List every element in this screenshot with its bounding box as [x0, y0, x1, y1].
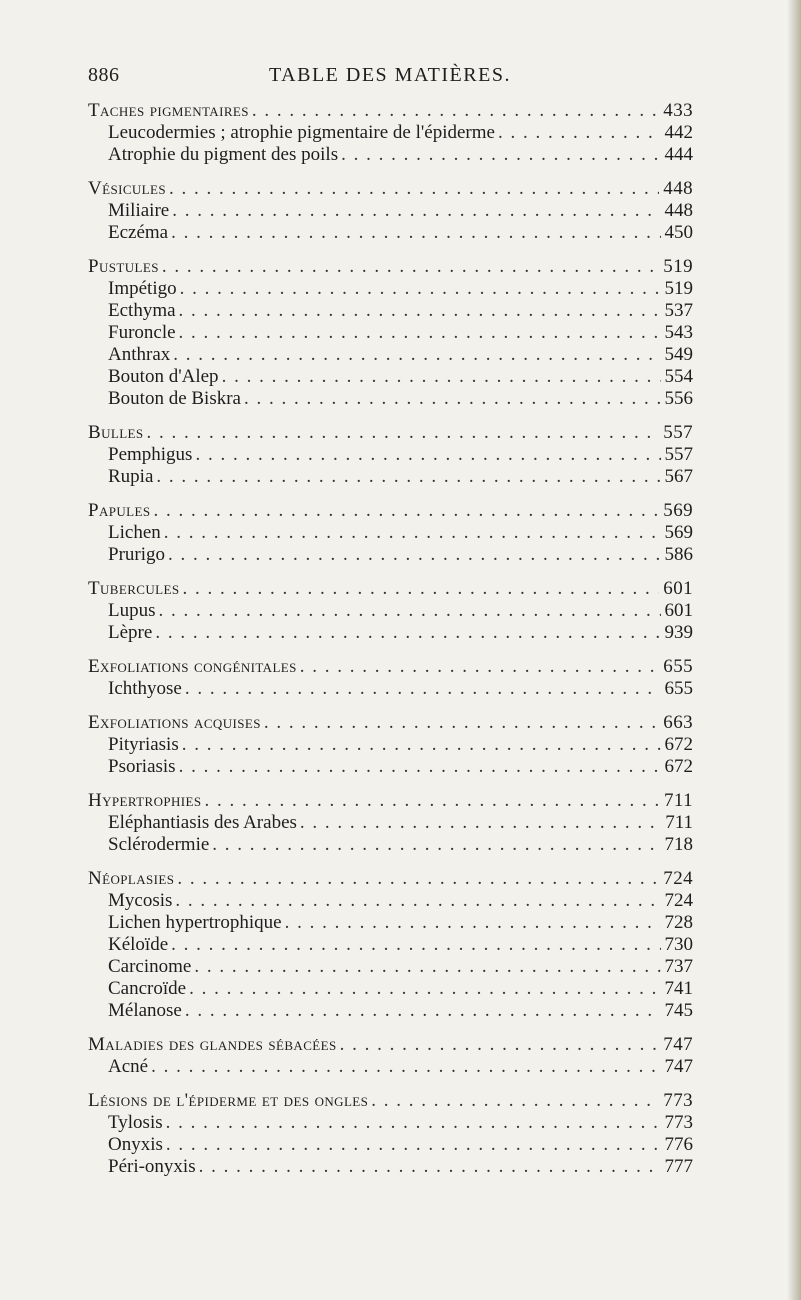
dot-leader — [179, 756, 661, 778]
entry-page: 730 — [664, 934, 693, 955]
section-page: 519 — [663, 256, 693, 277]
toc-entry — [88, 388, 693, 410]
entry-page: 543 — [664, 322, 693, 343]
section-page: 433 — [663, 100, 693, 121]
entry-label: Impétigo — [108, 278, 177, 299]
toc-entry — [88, 756, 693, 778]
toc-section-heading — [88, 578, 693, 600]
entry-label: Lèpre — [108, 622, 153, 643]
entry-label: Lichen hypertrophique — [108, 912, 282, 933]
toc-entry — [88, 444, 693, 466]
dot-leader — [212, 834, 660, 856]
toc-entry — [88, 1156, 693, 1178]
entry-page: 737 — [664, 956, 693, 977]
toc-entry — [88, 322, 693, 344]
dot-leader — [166, 1112, 661, 1134]
section-title: Maladies des glandes sébacées — [88, 1034, 337, 1055]
entry-page: 939 — [664, 622, 693, 643]
section-page: 773 — [663, 1090, 693, 1111]
dot-leader — [159, 600, 661, 622]
dot-leader — [177, 868, 659, 890]
entry-label: Psoriasis — [108, 756, 176, 777]
toc-entry — [88, 956, 693, 978]
entry-page: 711 — [665, 812, 693, 833]
toc-entry — [88, 934, 693, 956]
toc-entry — [88, 366, 693, 388]
dot-leader — [185, 678, 661, 700]
toc-section — [88, 500, 693, 566]
entry-label: Onyxis — [108, 1134, 163, 1155]
entry-label: Prurigo — [108, 544, 165, 565]
entry-label: Eléphantiasis des Arabes — [108, 812, 297, 833]
section-title: Taches pigmentaires — [88, 100, 249, 121]
entry-page: 448 — [664, 200, 693, 221]
toc-section-heading — [88, 712, 693, 734]
section-title: Bulles — [88, 422, 144, 443]
toc-section-heading — [88, 1034, 693, 1056]
toc-entry — [88, 834, 693, 856]
running-title: TABLE DES MATIÈRES. — [269, 64, 511, 86]
entry-page: 655 — [664, 678, 693, 699]
toc-entry — [88, 912, 693, 934]
entry-page: 745 — [664, 1000, 693, 1021]
toc-entry — [88, 522, 693, 544]
entry-label: Lupus — [108, 600, 156, 621]
dot-leader — [300, 656, 660, 678]
section-title: Exfoliations congénitales — [88, 656, 297, 677]
dot-leader — [244, 388, 661, 410]
entry-label: Lichen — [108, 522, 161, 543]
toc-section-heading — [88, 1090, 693, 1112]
dot-leader — [498, 122, 661, 144]
dot-leader — [169, 178, 659, 200]
toc-entry — [88, 812, 693, 834]
dot-leader — [195, 444, 660, 466]
toc-entry — [88, 978, 693, 1000]
toc-section — [88, 712, 693, 778]
entry-label: Atrophie du pigment des poils — [108, 144, 339, 165]
dot-leader — [185, 1000, 661, 1022]
toc-section-heading — [88, 422, 693, 444]
dot-leader — [171, 222, 660, 244]
dot-leader — [189, 978, 660, 1000]
dot-leader — [252, 100, 659, 122]
entry-label: Furoncle — [108, 322, 176, 343]
dot-leader — [179, 322, 661, 344]
section-page: 448 — [663, 178, 693, 199]
toc-entry — [88, 300, 693, 322]
entry-label: Eczéma — [108, 222, 169, 243]
entry-page: 567 — [664, 466, 693, 487]
entry-label: Mycosis — [108, 890, 173, 911]
section-page: 557 — [663, 422, 693, 443]
toc-section — [88, 656, 693, 700]
toc-entry — [88, 122, 693, 144]
entry-label: Kéloïde — [108, 934, 169, 955]
toc-entry — [88, 734, 693, 756]
dot-leader — [371, 1090, 659, 1112]
page-header — [88, 64, 692, 90]
section-page: 601 — [663, 578, 693, 599]
section-title: Tubercules — [88, 578, 180, 599]
entry-label: Pemphigus — [108, 444, 193, 465]
toc-entry — [88, 466, 693, 488]
entry-page: 672 — [664, 756, 693, 777]
entry-label: Péri-onyxis — [108, 1156, 196, 1177]
dot-leader — [172, 200, 660, 222]
entry-label: Anthrax — [108, 344, 171, 365]
entry-page: 537 — [664, 300, 693, 321]
entry-page: 556 — [664, 388, 693, 409]
dot-leader — [179, 300, 661, 322]
toc-entry — [88, 1134, 693, 1156]
toc-entry — [88, 222, 693, 244]
dot-leader — [199, 1156, 661, 1178]
toc-section-heading — [88, 790, 693, 812]
entry-page: 747 — [664, 1056, 693, 1077]
toc-section-heading — [88, 656, 693, 678]
section-title: Vésicules — [88, 178, 166, 199]
section-title: Hypertrophies — [88, 790, 202, 811]
section-page: 711 — [664, 790, 693, 811]
dot-leader — [264, 712, 659, 734]
section-title: Exfoliations acquises — [88, 712, 261, 733]
toc-section-heading — [88, 178, 693, 200]
toc-entry — [88, 1056, 693, 1078]
dot-leader — [154, 500, 660, 522]
toc-section-heading — [88, 868, 693, 890]
entry-page: 741 — [664, 978, 693, 999]
entry-label: Rupia — [108, 466, 154, 487]
entry-label: Tylosis — [108, 1112, 163, 1133]
section-page: 569 — [663, 500, 693, 521]
dot-leader — [173, 344, 660, 366]
section-page: 724 — [663, 868, 693, 889]
entry-page: 557 — [664, 444, 693, 465]
entry-label: Bouton d'Alep — [108, 366, 219, 387]
entry-page: 442 — [664, 122, 693, 143]
toc-section — [88, 256, 693, 410]
toc-entry — [88, 144, 693, 166]
toc-entry — [88, 890, 693, 912]
dot-leader — [166, 1134, 661, 1156]
entry-label: Pityriasis — [108, 734, 179, 755]
entry-page: 724 — [664, 890, 693, 911]
entry-label: Bouton de Biskra — [108, 388, 241, 409]
entry-label: Sclérodermie — [108, 834, 210, 855]
toc-section-heading — [88, 256, 693, 278]
entry-page: 444 — [664, 144, 693, 165]
entry-page: 586 — [664, 544, 693, 565]
entry-label: Carcinome — [108, 956, 192, 977]
page-edge — [787, 0, 801, 1300]
toc-entry — [88, 622, 693, 644]
toc-section-heading — [88, 500, 693, 522]
dot-leader — [340, 1034, 660, 1056]
dot-leader — [155, 622, 660, 644]
entry-label: Miliaire — [108, 200, 170, 221]
toc-section — [88, 578, 693, 644]
dot-leader — [180, 278, 661, 300]
entry-page: 549 — [664, 344, 693, 365]
entry-page: 718 — [664, 834, 693, 855]
section-page: 747 — [663, 1034, 693, 1055]
dot-leader — [194, 956, 660, 978]
toc-entry — [88, 1000, 693, 1022]
dot-leader — [151, 1056, 660, 1078]
entry-page: 773 — [664, 1112, 693, 1133]
toc-section — [88, 1034, 693, 1078]
toc-section — [88, 100, 693, 166]
entry-page: 776 — [664, 1134, 693, 1155]
toc-section — [88, 868, 693, 1022]
dot-leader — [341, 144, 660, 166]
toc-entry — [88, 200, 693, 222]
section-title: Pustules — [88, 256, 159, 277]
section-title: Néoplasies — [88, 868, 175, 889]
entry-page: 777 — [664, 1156, 693, 1177]
dot-leader — [182, 578, 659, 600]
entry-page: 728 — [664, 912, 693, 933]
entry-label: Ichthyose — [108, 678, 182, 699]
dot-leader — [182, 734, 661, 756]
section-title: Lésions de l'épiderme et des ongles — [88, 1090, 369, 1111]
section-page: 655 — [663, 656, 693, 677]
entry-page: 601 — [664, 600, 693, 621]
dot-leader — [222, 366, 661, 388]
page-number: 886 — [88, 64, 120, 86]
section-page: 663 — [663, 712, 693, 733]
toc-entry — [88, 1112, 693, 1134]
entry-label: Mélanose — [108, 1000, 182, 1021]
entry-page: 554 — [664, 366, 693, 387]
dot-leader — [162, 256, 659, 278]
dot-leader — [171, 934, 660, 956]
entry-page: 569 — [664, 522, 693, 543]
toc-entry — [88, 544, 693, 566]
entry-label: Ecthyma — [108, 300, 176, 321]
entry-label: Cancroïde — [108, 978, 187, 999]
entry-label: Acné — [108, 1056, 149, 1077]
dot-leader — [205, 790, 661, 812]
entry-page: 672 — [664, 734, 693, 755]
toc-section-heading — [88, 100, 693, 122]
dot-leader — [164, 522, 661, 544]
toc-section — [88, 178, 693, 244]
entry-page: 450 — [664, 222, 693, 243]
table-of-contents — [88, 100, 693, 1190]
dot-leader — [175, 890, 660, 912]
toc-entry — [88, 344, 693, 366]
dot-leader — [285, 912, 661, 934]
toc-section — [88, 790, 693, 856]
entry-label: Leucodermies ; atrophie pigmentaire de l'épiderme — [108, 122, 495, 143]
toc-entry — [88, 278, 693, 300]
dot-leader — [300, 812, 661, 834]
entry-page: 519 — [664, 278, 693, 299]
toc-entry — [88, 678, 693, 700]
dot-leader — [147, 422, 660, 444]
toc-entry — [88, 600, 693, 622]
dot-leader — [168, 544, 661, 566]
toc-section — [88, 422, 693, 488]
toc-section — [88, 1090, 693, 1178]
section-title: Papules — [88, 500, 151, 521]
dot-leader — [156, 466, 660, 488]
